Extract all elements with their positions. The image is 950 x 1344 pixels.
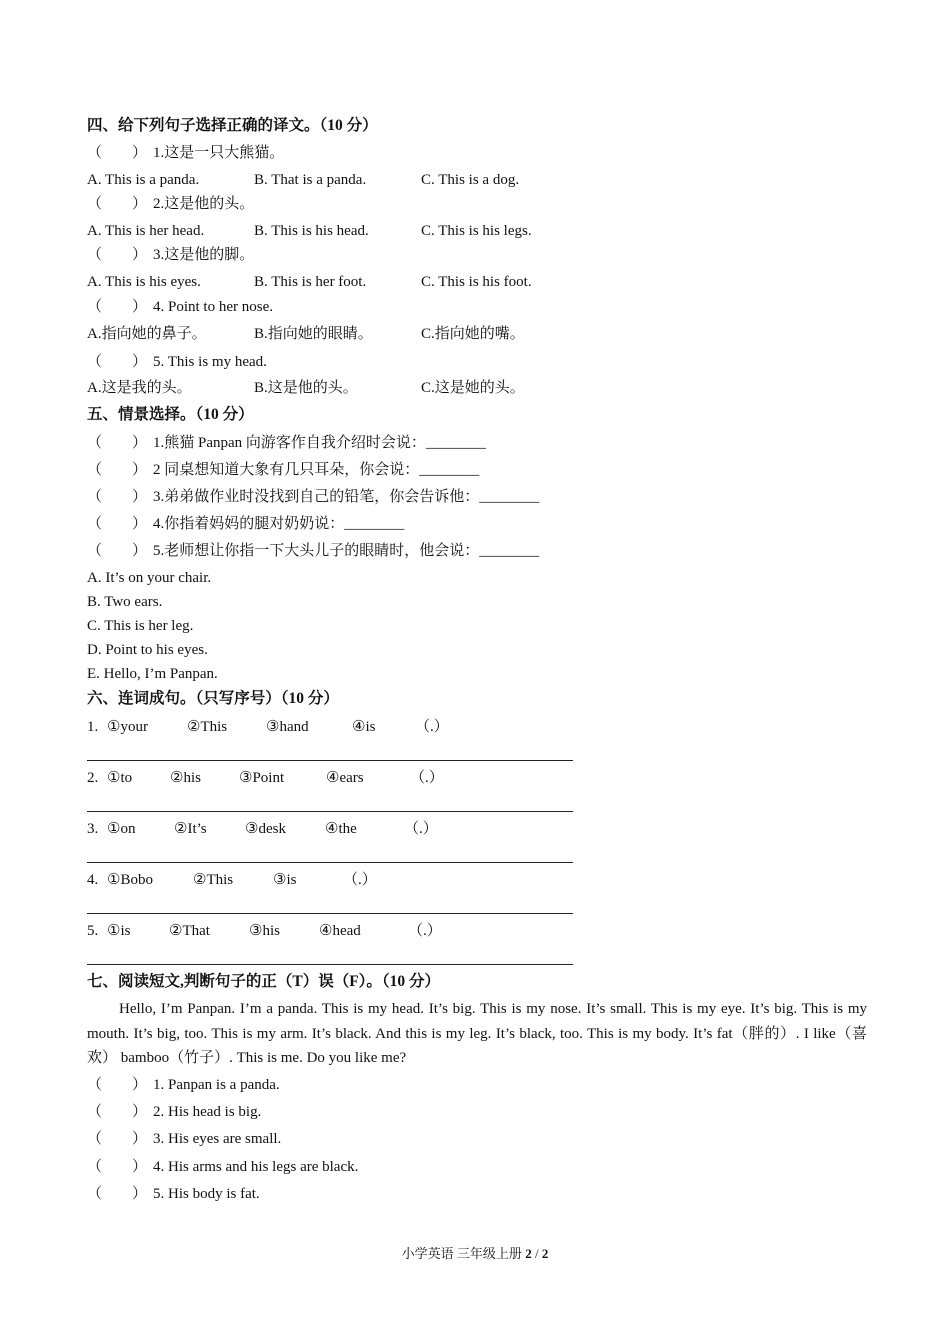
word: ③is	[273, 872, 297, 888]
s4-q2-option-a: A. This is her head.	[87, 223, 205, 239]
question-stem: 3.这是他的脚。	[153, 247, 255, 263]
answer-blank[interactable]: （ ）	[87, 543, 148, 559]
word: （.）	[408, 923, 442, 939]
question-text: 5.老师想让你指一下大头儿子的眼睛时，他会说：________	[153, 543, 540, 559]
s4-q1-option-b: B. That is a panda.	[254, 172, 367, 188]
question-stem: 5. This is my head.	[153, 354, 267, 370]
s4-q4-option-b: B.指向她的眼睛。	[254, 326, 373, 342]
answer-blank[interactable]: （ ）	[87, 1077, 148, 1093]
answer-line[interactable]	[87, 964, 573, 965]
question-stem: 1.这是一只大熊猫。	[153, 145, 285, 161]
reading-passage: Hello, I’m Panpan. I’m a panda. This is my head. It’s big. This is my nose. It’s small. This is my eye. It’s big. This is my mouth. It’s big, too. This is my arm. It’s black. And this is my leg. It’s black, too. This is my body. It’s fat（胖的）. I like（喜欢） bamboo（竹子）. This is me. Do you like me?	[87, 1001, 867, 1066]
word: ①on	[107, 821, 136, 837]
word: ④is	[352, 719, 376, 735]
s4-q5-option-c: C.这是她的头。	[421, 380, 525, 396]
s5-option-d: D. Point to his eyes.	[87, 642, 208, 658]
question-text: 3.弟弟做作业时没找到自己的铅笔，你会告诉他：________	[153, 489, 540, 505]
s6-question-3	[87, 819, 438, 839]
question-number: 5.	[87, 923, 99, 939]
s4-question-4	[87, 297, 273, 317]
answer-blank[interactable]: （ ）	[87, 247, 148, 263]
word: （.）	[415, 719, 449, 735]
answer-blank[interactable]: （ ）	[87, 1186, 148, 1202]
word: ②his	[170, 770, 201, 786]
word: ①Bobo	[107, 872, 153, 888]
word: ①is	[107, 923, 131, 939]
s5-question-2	[87, 460, 479, 480]
question-text: 4. His arms and his legs are black.	[153, 1159, 359, 1175]
page-total: 2	[541, 1246, 549, 1261]
page-footer	[0, 1244, 950, 1264]
s4-q4-option-a: A.指向她的鼻子。	[87, 326, 207, 342]
s4-question-1	[87, 143, 284, 163]
s5-question-1	[87, 433, 486, 453]
s7-question-5	[87, 1184, 260, 1204]
word: （.）	[343, 872, 377, 888]
answer-blank[interactable]: （ ）	[87, 1104, 148, 1120]
question-text: 4.你指着妈妈的腿对奶奶说：________	[153, 516, 405, 532]
s5-option-e: E. Hello, I’m Panpan.	[87, 666, 218, 682]
word: ②This	[187, 719, 228, 735]
s7-question-1	[87, 1075, 280, 1095]
s4-q5-option-b: B.这是他的头。	[254, 380, 358, 396]
answer-blank[interactable]: （ ）	[87, 354, 148, 370]
answer-line[interactable]	[87, 913, 573, 914]
s5-question-5	[87, 541, 539, 561]
answer-blank[interactable]: （ ）	[87, 299, 148, 315]
answer-blank[interactable]: （ ）	[87, 489, 148, 505]
s5-question-3	[87, 487, 539, 507]
answer-blank[interactable]: （ ）	[87, 435, 148, 451]
s4-q4-option-c: C.指向她的嘴。	[421, 326, 525, 342]
question-text: 3. His eyes are small.	[153, 1131, 282, 1147]
word: ②This	[193, 872, 234, 888]
s4-question-5	[87, 352, 267, 372]
s6-question-4	[87, 870, 377, 890]
s5-option-c: C. This is her leg.	[87, 618, 194, 634]
word: ③desk	[245, 821, 286, 837]
s4-q3-option-a: A. This is his eyes.	[87, 274, 201, 290]
answer-line[interactable]	[87, 760, 573, 761]
word: （.）	[404, 821, 438, 837]
s4-q1-option-c: C. This is a dog.	[421, 172, 520, 188]
footer-label: 小学英语 三年级上册	[401, 1246, 526, 1261]
question-number: 3.	[87, 821, 99, 837]
s4-question-2	[87, 194, 254, 214]
question-text: 1. Panpan is a panda.	[153, 1077, 280, 1093]
word: ④the	[325, 821, 357, 837]
s5-option-b: B. Two ears.	[87, 594, 163, 610]
page-number: 2	[525, 1246, 532, 1261]
section-4-title: 四、给下列句子选择正确的译文。（10 分）	[87, 117, 378, 134]
answer-line[interactable]	[87, 862, 573, 863]
word: ③hand	[266, 719, 309, 735]
s4-q3-option-c: C. This is his foot.	[421, 274, 532, 290]
section-7-title: 七、阅读短文,判断句子的正（T）误（F）。（10 分）	[87, 973, 441, 990]
section-5-title: 五、情景选择。（10 分）	[87, 406, 254, 423]
word: ①to	[107, 770, 133, 786]
s4-q3-option-b: B. This is her foot.	[254, 274, 367, 290]
answer-blank[interactable]: （ ）	[87, 462, 148, 478]
word: ③Point	[239, 770, 285, 786]
s6-question-2	[87, 768, 444, 788]
answer-blank[interactable]: （ ）	[87, 1131, 148, 1147]
question-text: 2 同桌想知道大象有几只耳朵，你会说：________	[153, 462, 480, 478]
s4-q2-option-c: C. This is his legs.	[421, 223, 532, 239]
s4-question-3	[87, 245, 254, 265]
s4-q5-option-a: A.这是我的头。	[87, 380, 192, 396]
word: ④ears	[326, 770, 364, 786]
question-text: 1.熊猫 Panpan 向游客作自我介绍时会说：________	[153, 435, 486, 451]
question-stem: 2.这是他的头。	[153, 196, 255, 212]
s4-q2-option-b: B. This is his head.	[254, 223, 369, 239]
page-separator: /	[531, 1246, 542, 1261]
question-number: 1.	[87, 719, 99, 735]
s7-question-3	[87, 1129, 281, 1149]
s5-option-a: A. It’s on your chair.	[87, 570, 212, 586]
question-text: 2. His head is big.	[153, 1104, 262, 1120]
question-number: 2.	[87, 770, 99, 786]
word: ①your	[107, 719, 148, 735]
word: （.）	[410, 770, 444, 786]
s6-question-1	[87, 717, 449, 737]
answer-blank[interactable]: （ ）	[87, 1159, 148, 1175]
word: ④head	[319, 923, 361, 939]
answer-blank[interactable]: （ ）	[87, 145, 148, 161]
s6-question-5	[87, 921, 442, 941]
word: ②That	[169, 923, 210, 939]
answer-line[interactable]	[87, 811, 573, 812]
question-number: 4.	[87, 872, 99, 888]
s7-question-2	[87, 1102, 261, 1122]
s4-q1-option-a: A. This is a panda.	[87, 172, 200, 188]
question-text: 5. His body is fat.	[153, 1186, 260, 1202]
s7-question-4	[87, 1157, 358, 1177]
section-6-title: 六、连词成句。（只写序号）（10 分）	[87, 690, 339, 707]
question-stem: 4. Point to her nose.	[153, 299, 273, 315]
answer-blank[interactable]: （ ）	[87, 516, 148, 532]
s5-question-4	[87, 514, 404, 534]
word: ②It’s	[174, 821, 207, 837]
word: ③his	[249, 923, 280, 939]
answer-blank[interactable]: （ ）	[87, 196, 148, 212]
